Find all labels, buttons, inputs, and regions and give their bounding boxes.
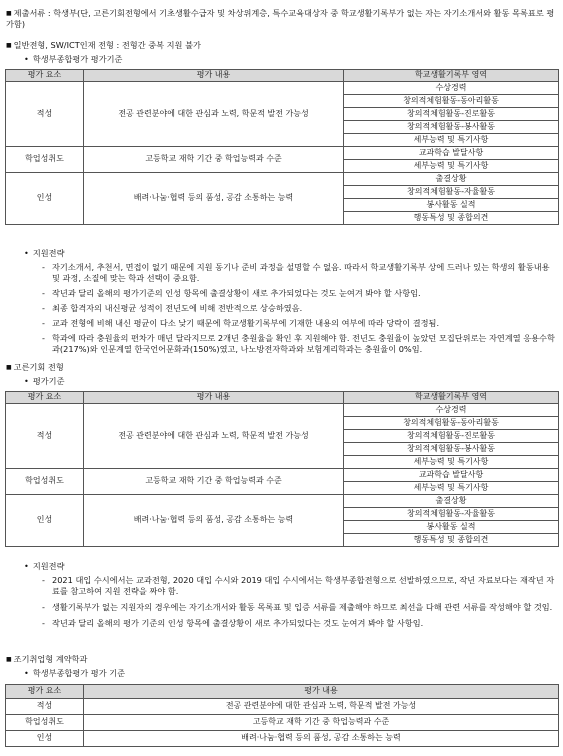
strategy-2-list [40, 575, 560, 629]
record-area: 세부능력 및 특기사항 [344, 134, 559, 147]
record-area: 창의적체험활동-자율활동 [344, 186, 559, 199]
record-area: 출결상황 [344, 495, 559, 508]
record-area: 창의적체험활동-봉사활동 [344, 443, 559, 456]
list-item: - 작년과 달리 올해의 평가 기준의 인성 항목에 출결상황이 새로 추가되었다는 것도 눈여겨 봐야 할 사항임. [40, 618, 560, 629]
list-item: - 학과에 따라 충원율의 편차가 매년 달라지므로 2개년 충원율을 확인 후 지원해야 함. 전년도 충원율이 높았던 모집단위로는 자연계열 응용수학과(217%)와 인문계열 한국언어문화과(150%)였고, 나노방전자학과와 보험계리학과는 충원율이 0%임. [40, 333, 560, 355]
record-area: 세부능력 및 특기사항 [344, 456, 559, 469]
table-header: 평가 요소 [6, 70, 84, 82]
record-area: 봉사활동 실적 [344, 521, 559, 534]
contract-heading: ■ 조기취업형 계약학과 [6, 654, 546, 665]
eval-element: 인성 [6, 495, 84, 547]
eval-element: 학업성취도 [6, 147, 84, 173]
table-header: 평가 요소 [6, 392, 84, 404]
record-area: 창의적체험활동-동아리활동 [344, 417, 559, 430]
record-area: 창의적체험활동-봉사활동 [344, 121, 559, 134]
fair-heading: ■ 고른기회 전형 [6, 362, 546, 373]
eval-content: 고등학교 재학 기간 중 학업능력과 수준 [84, 469, 344, 495]
evaluation-table-1 [5, 69, 559, 225]
record-area: 교과학습 발달사항 [344, 147, 559, 160]
eval-content: 배려·나눔·협력 등의 품성, 공감 소통하는 능력 [84, 173, 344, 225]
eval-element: 적성 [6, 699, 84, 715]
list-item: - 교과 전형에 비해 내신 평균이 다소 낮기 때문에 학교생활기록부에 기재한 내용의 여부에 따라 당락이 결정됨. [40, 318, 560, 329]
record-area: 창의적체험활동-진로활동 [344, 430, 559, 443]
eval-content: 배려·나눔·협력 등의 품성, 공감 소통하는 능력 [84, 495, 344, 547]
list-item: - 작년과 달리 올해의 평가기준의 인성 항목에 출결상황이 새로 추가되었다는 것도 눈여겨 봐야 할 사항임. [40, 288, 560, 299]
eval-element: 적성 [6, 82, 84, 147]
record-area: 행동특성 및 종합의견 [344, 534, 559, 547]
record-area: 세부능력 및 특기사항 [344, 482, 559, 495]
record-area: 세부능력 및 특기사항 [344, 160, 559, 173]
record-area: 수상경력 [344, 404, 559, 417]
eval-content: 배려·나눔·협력 등의 품성, 공감 소통하는 능력 [84, 731, 559, 747]
eval-element: 인성 [6, 173, 84, 225]
strategy-2-label: • 지원전략 [24, 561, 563, 572]
eval-element: 적성 [6, 404, 84, 469]
strategy-1-list [40, 262, 560, 355]
eval-content: 전공 관련분야에 대한 관심과 노력, 학문적 발전 가능성 [84, 699, 559, 715]
table-header: 평가 내용 [84, 392, 344, 404]
eval-content: 전공 관련분야에 대한 관심과 노력, 학문적 발전 가능성 [84, 404, 344, 469]
record-area: 봉사활동 실적 [344, 199, 559, 212]
eval-element: 인성 [6, 731, 84, 747]
submit-docs-text: ■ 제출서류 : 학생부(단, 고른기회전형에서 기초생활수급자 및 차상위계층, 특수교육대상자 중 학교생활기록부가 없는 자는 자기소개서와 활동 목록표로 평가함) [6, 8, 556, 30]
eval-content: 고등학교 재학 기간 중 학업능력과 수준 [84, 715, 559, 731]
record-area: 창의적체험활동-자율활동 [344, 508, 559, 521]
table-header: 평가 내용 [84, 685, 559, 699]
record-area: 창의적체험활동-진로활동 [344, 108, 559, 121]
general-subheading: • 학생부종합평가 평가기준 [24, 54, 563, 65]
fair-subheading: • 평가기준 [24, 376, 563, 387]
eval-element: 학업성취도 [6, 715, 84, 731]
table-header: 평가 내용 [84, 70, 344, 82]
table-header: 학교생활기록부 영역 [344, 392, 559, 404]
general-heading: ■ 일반전형, SW/ICT인재 전형 : 전형간 중복 지원 불가 [6, 40, 546, 51]
list-item: - 최종 합격자의 내신평균 성적이 전년도에 비해 전반적으로 상승하였음. [40, 303, 560, 314]
eval-element: 학업성취도 [6, 469, 84, 495]
eval-content: 고등학교 재학 기간 중 학업능력과 수준 [84, 147, 344, 173]
contract-subheading: • 학생부종합평가 평가 기준 [24, 668, 563, 679]
evaluation-table-2 [5, 391, 559, 547]
table-header: 학교생활기록부 영역 [344, 70, 559, 82]
record-area: 교과학습 발달사항 [344, 469, 559, 482]
table-header: 평가 요소 [6, 685, 84, 699]
record-area: 수상경력 [344, 82, 559, 95]
strategy-1-label: • 지원전략 [24, 248, 563, 259]
record-area: 출결상황 [344, 173, 559, 186]
list-item: - 자기소개서, 추천서, 면접이 없기 때문에 지원 동기나 준비 과정을 설명할 수 없음. 따라서 학교생활기록부 상에 드러나 있는 학생의 활동내용 및 과정, 소질에 맞는 학과 선택이 중요함. [40, 262, 560, 284]
eval-content: 전공 관련분야에 대한 관심과 노력, 학문적 발전 가능성 [84, 82, 344, 147]
list-item: - 생활기록부가 없는 지원자의 경우에는 자기소개서와 활동 목록표 및 입증 서류를 제출해야 하므로 최선을 다해 관련 서류를 작성해야 할 것임. [40, 602, 560, 613]
list-item: - 2021 대입 수시에서는 교과전형, 2020 대입 수시와 2019 대입 수시에서는 학생부종합전형으로 선발하였으므로, 작년 자료보다는 재작년 자료를 참고하여 지원 전략을 짜야 함. [40, 575, 560, 597]
record-area: 행동특성 및 종합의견 [344, 212, 559, 225]
evaluation-table-3 [5, 684, 559, 747]
record-area: 창의적체험활동-동아리활동 [344, 95, 559, 108]
